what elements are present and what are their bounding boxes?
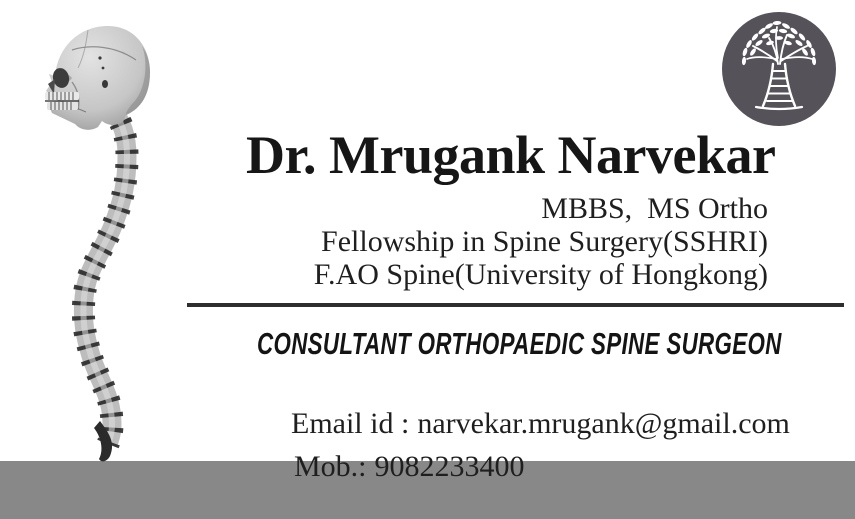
credential-line: F.AO Spine(University of Hongkong) [313, 258, 768, 291]
mobile-value: 9082233400 [374, 449, 525, 483]
teeth [45, 92, 79, 110]
email-value: narvekar.mrugank@gmail.com [417, 406, 790, 440]
credential-line: MBBS, MS Ortho [541, 192, 768, 225]
divider-rule [187, 303, 844, 307]
designation-title: CONSULTANT ORTHOPAEDIC SPINE SURGEON [257, 326, 782, 361]
mobile-line [264, 415, 525, 519]
credentials-block [314, 192, 768, 291]
mobile-label: Mob.: [294, 449, 367, 483]
credential-line: Fellowship in Spine Surgery(SSHRI) [321, 225, 768, 258]
tree-spine-logo [722, 12, 836, 126]
doctor-name: Dr. Mrugank Narvekar [246, 125, 776, 185]
spine-column [83, 110, 127, 461]
skull [45, 26, 150, 130]
email-label: Email id : [291, 406, 410, 440]
skull-spine-illustration [28, 16, 168, 456]
ear-hole [102, 80, 108, 88]
